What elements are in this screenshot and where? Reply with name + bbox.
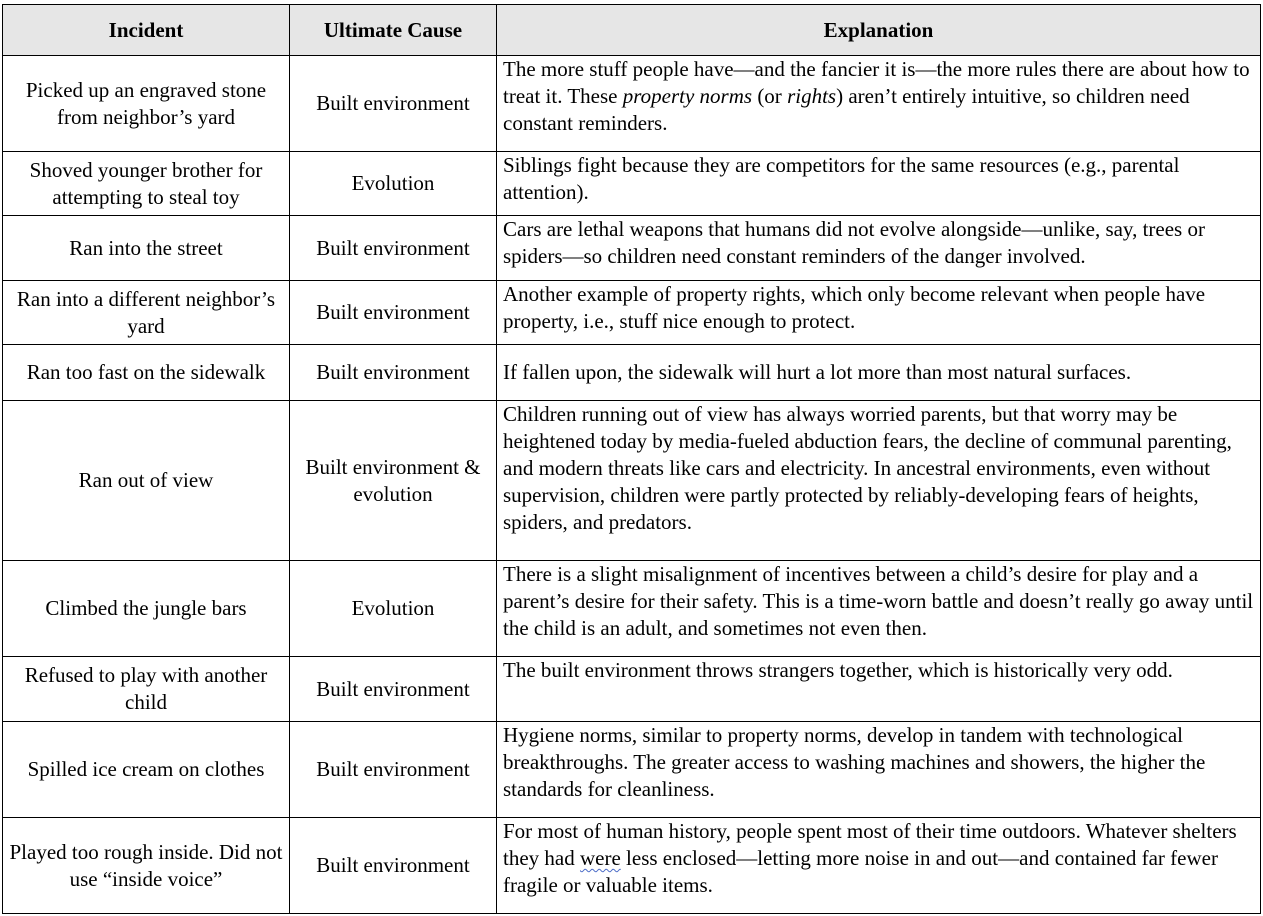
table-row — [3, 56, 1261, 152]
explanation-cell: Another example of property rights, which only become relevant when people have property, i.e., stuff nice enough to protect. — [497, 281, 1261, 345]
explanation-cell: If fallen upon, the sidewalk will hurt a lot more than most natural surfaces. — [497, 345, 1261, 401]
explanation-text: The more stuff people have—and the fancier it is—the more rules there are about how to treat it. These — [503, 57, 1250, 108]
explanation-text: For most of human history, people spent most of their time outdoors. Whatever shelters they had — [503, 819, 1237, 870]
table-row — [3, 401, 1261, 561]
header-row — [3, 5, 1261, 56]
explanation-text: ) aren’t entirely intuitive, so children need constant reminders. — [503, 84, 1190, 135]
cause-cell: Evolution — [290, 152, 497, 216]
cause-cell: Built environment — [290, 818, 497, 914]
incident-cell: Ran into a different neighbor’s yard — [3, 281, 290, 345]
explanation-italic-term: property norms — [622, 84, 753, 108]
cause-cell: Built environment — [290, 722, 497, 818]
cause-cell: Built environment — [290, 216, 497, 281]
incident-cell: Ran into the street — [3, 216, 290, 281]
incident-cell: Ran too fast on the sidewalk — [3, 345, 290, 401]
explanation-cell: Hygiene norms, similar to property norms, develop in tandem with technological breakthroughs. The greater access to washing machines and showers, the higher the standards for cleanliness. — [497, 722, 1261, 818]
incident-cell: Shoved younger brother for attempting to steal toy — [3, 152, 290, 216]
incidents-table — [2, 4, 1261, 914]
table-row — [3, 216, 1261, 281]
cause-cell: Evolution — [290, 561, 497, 657]
header-incident: Incident — [3, 5, 290, 56]
table-row — [3, 561, 1261, 657]
table-row — [3, 281, 1261, 345]
explanation-cell — [497, 818, 1261, 914]
explanation-cell: The built environment throws strangers together, which is historically very odd. — [497, 657, 1261, 722]
explanation-italic-term: rights — [787, 84, 837, 108]
spellcheck-flagged-word: were — [579, 846, 621, 870]
cause-cell: Built environment — [290, 657, 497, 722]
explanation-cell: Siblings fight because they are competitors for the same resources (e.g., parental attention). — [497, 152, 1261, 216]
explanation-text: less enclosed—letting more noise in and out—and contained far fewer fragile or valuable items. — [503, 846, 1218, 897]
explanation-cell: Cars are lethal weapons that humans did not evolve alongside—unlike, say, trees or spiders—so children need constant reminders of the danger involved. — [497, 216, 1261, 281]
explanation-text: (or — [752, 84, 788, 108]
header-explanation: Explanation — [497, 5, 1261, 56]
cause-cell: Built environment — [290, 281, 497, 345]
explanation-cell: There is a slight misalignment of incentives between a child’s desire for play and a parent’s desire for their safety. This is a time-worn battle and doesn’t really go away until the child is an adult, and sometimes not even then. — [497, 561, 1261, 657]
table-row — [3, 722, 1261, 818]
table-row — [3, 152, 1261, 216]
table-row — [3, 818, 1261, 914]
cause-cell: Built environment & evolution — [290, 401, 497, 561]
incident-cell: Refused to play with another child — [3, 657, 290, 722]
explanation-cell — [497, 56, 1261, 152]
table-row — [3, 345, 1261, 401]
header-ultimate-cause: Ultimate Cause — [290, 5, 497, 56]
incident-cell: Picked up an engraved stone from neighbor’s yard — [3, 56, 290, 152]
incident-cell: Played too rough inside. Did not use “inside voice” — [3, 818, 290, 914]
table-row — [3, 657, 1261, 722]
cause-cell: Built environment — [290, 345, 497, 401]
cause-cell: Built environment — [290, 56, 497, 152]
explanation-cell: Children running out of view has always worried parents, but that worry may be heightened today by media-fueled abduction fears, the decline of communal parenting, and modern threats like cars and electricity. In ancestral environments, even without supervision, children were partly protected by reliably-developing fears of heights, spiders, and predators. — [497, 401, 1261, 561]
incident-cell: Ran out of view — [3, 401, 290, 561]
incident-cell: Spilled ice cream on clothes — [3, 722, 290, 818]
incident-cell: Climbed the jungle bars — [3, 561, 290, 657]
